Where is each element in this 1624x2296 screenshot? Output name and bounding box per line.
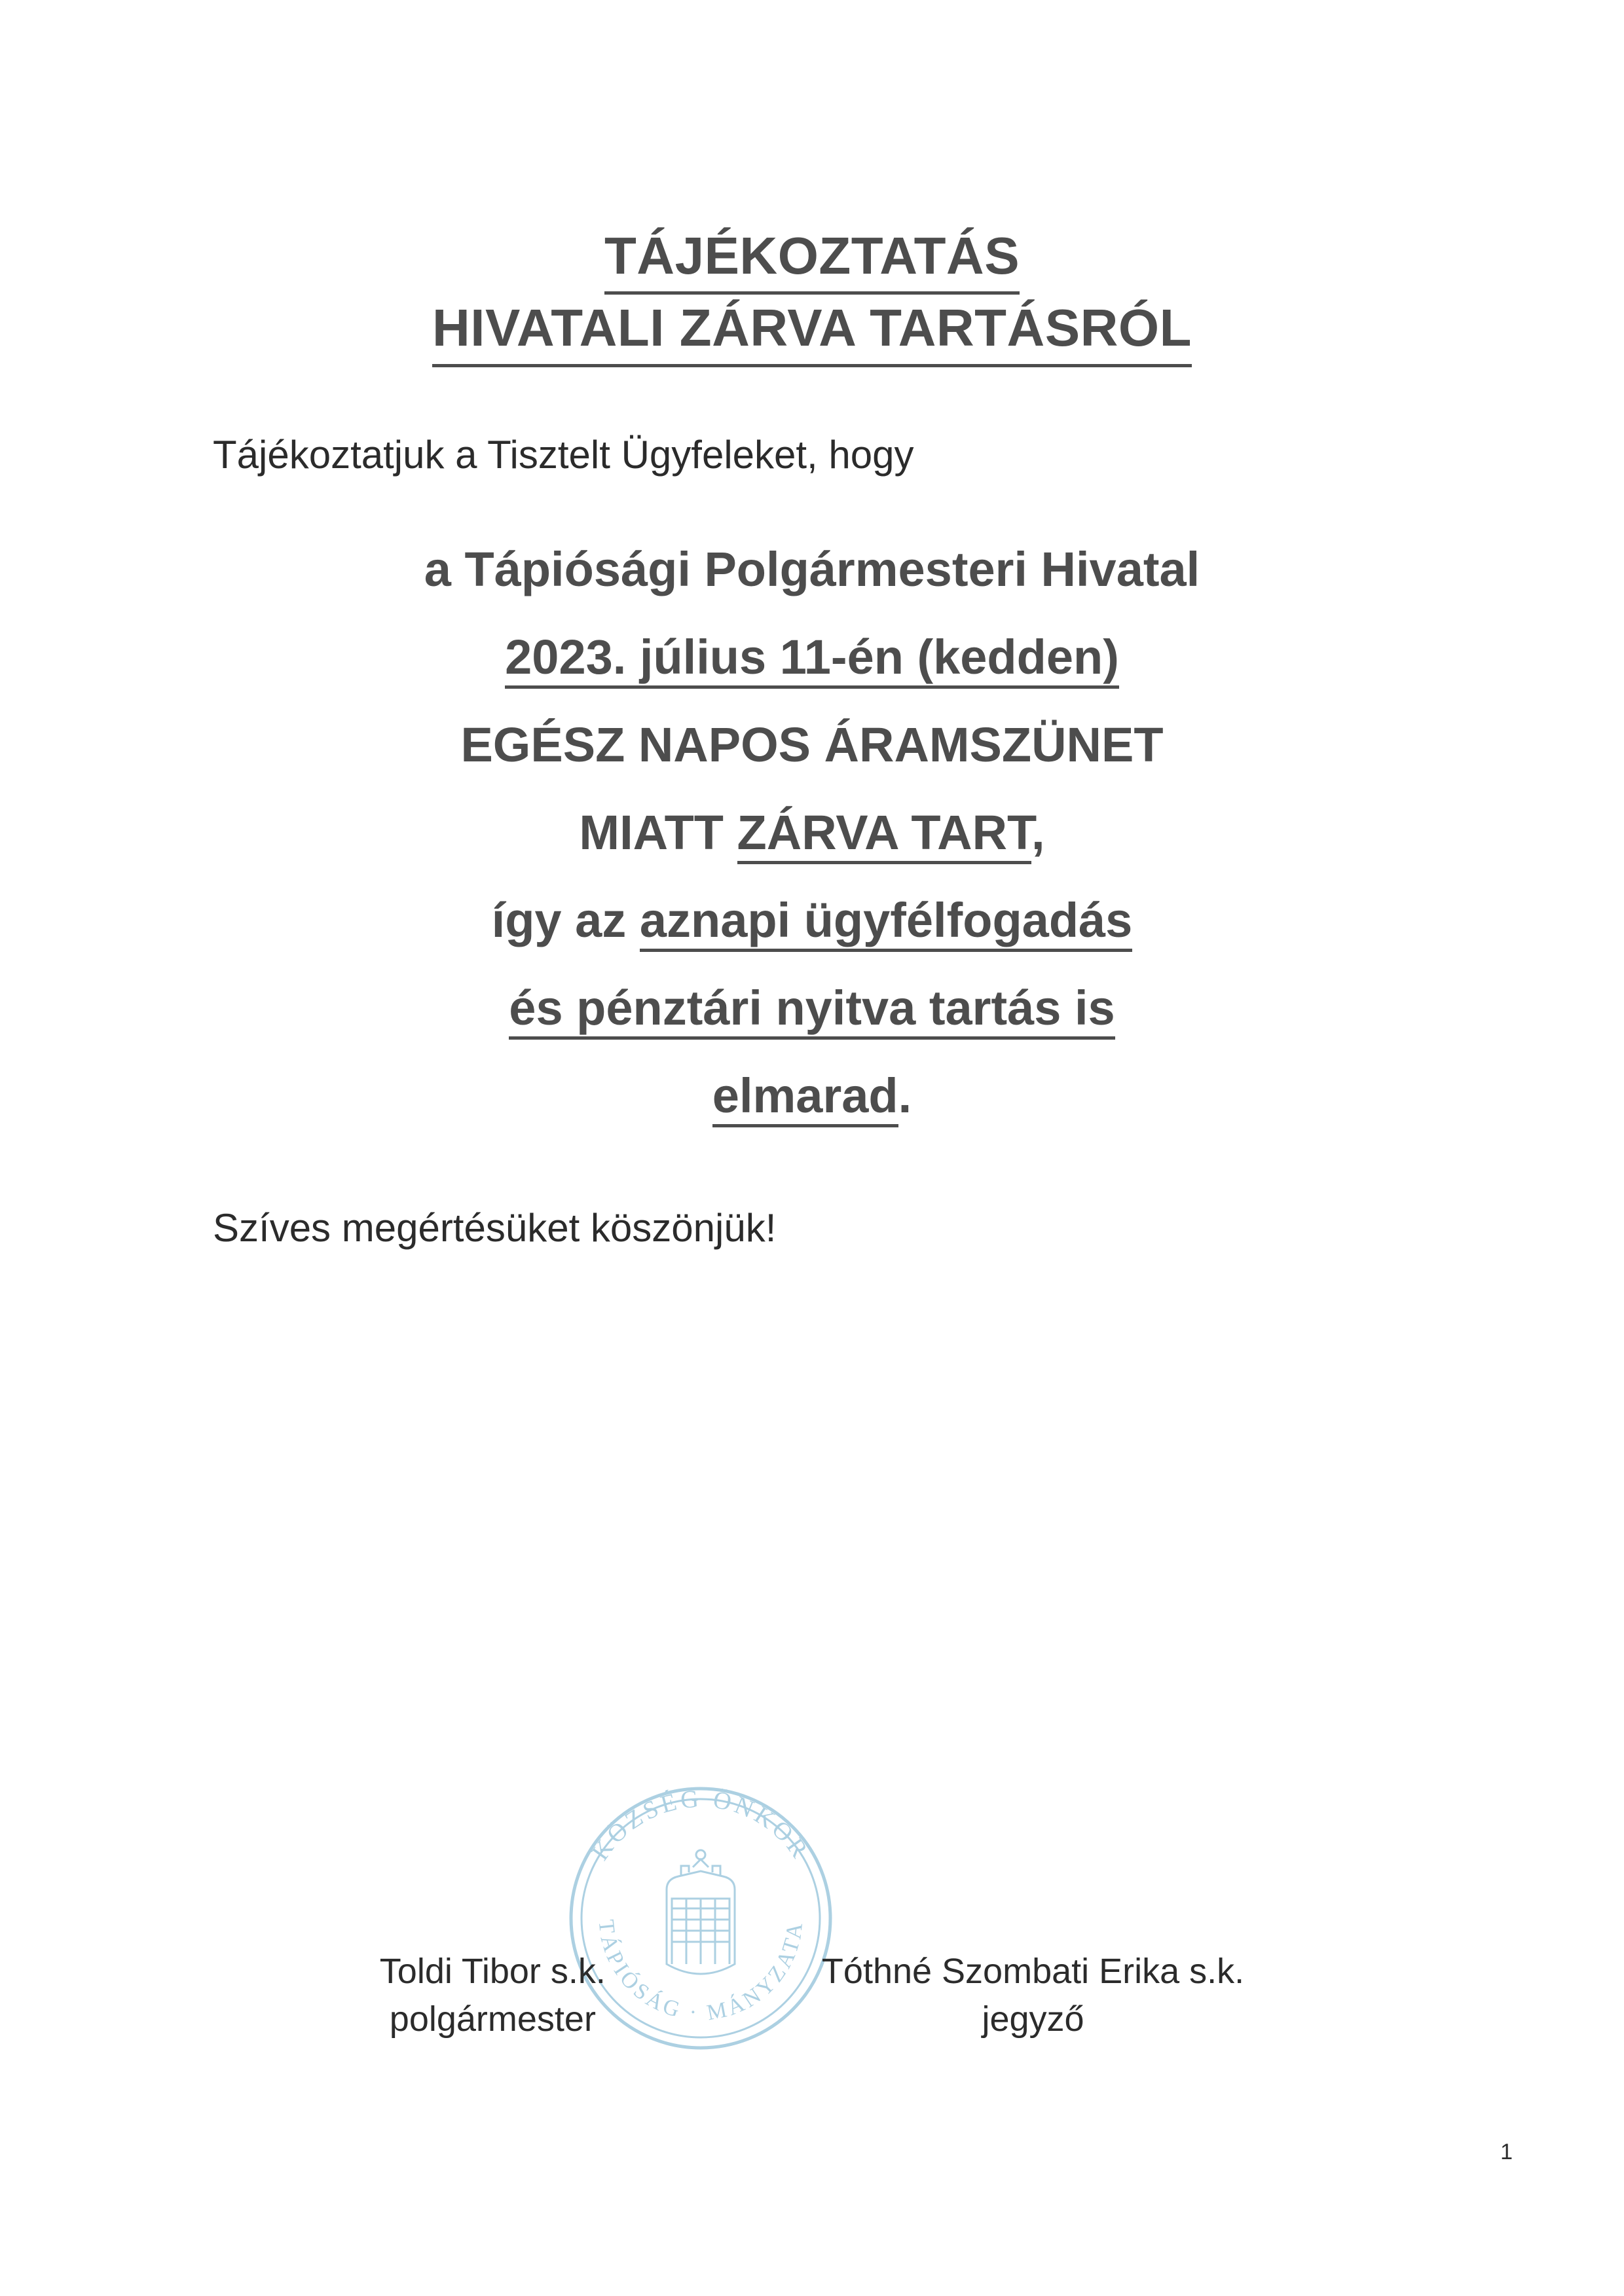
svg-text:KÖZSÉG ÖNKOR: KÖZSÉG ÖNKOR	[586, 1785, 815, 1866]
signature-clerk-name: Tóthné Szombati Erika s.k.	[821, 1952, 1245, 1991]
announcement-line-4-text-c: ,	[1031, 805, 1045, 860]
announcement-line-7	[0, 1068, 1624, 1123]
signature-row	[0, 1948, 1624, 2043]
signature-mayor	[380, 1948, 606, 2043]
announcement-line-6-text: és pénztári nyitva tartás is	[509, 981, 1115, 1040]
announcement-line-3	[0, 717, 1624, 772]
announcement-line-1	[0, 541, 1624, 596]
page-title	[0, 0, 1624, 367]
announcement-line-7-text-a: elmarad	[712, 1068, 898, 1127]
announcement-line-5	[0, 892, 1624, 947]
svg-text:TÁPIÓSÁG · MÁNYZATA: TÁPIÓSÁG · MÁNYZATA	[593, 1918, 808, 2026]
announcement-line-4-text-b: ZÁRVA TART	[737, 805, 1031, 864]
signature-clerk-role: jegyző	[982, 1999, 1084, 2039]
announcement-line-2	[0, 629, 1624, 684]
intro-paragraph: Tájékoztatjuk a Tisztelt Ügyfeleket, hogy	[213, 432, 914, 477]
signature-clerk	[822, 1948, 1244, 2043]
announcement-line-5-text-a: így az	[491, 892, 640, 947]
announcement-line-4	[0, 805, 1624, 860]
announcement-line-4-text-a: MIATT	[579, 805, 737, 860]
page-title-line-1: TÁJÉKOZTATÁS	[604, 223, 1020, 295]
page-title-line-2: HIVATALI ZÁRVA TARTÁSRÓL	[432, 295, 1192, 367]
announcement-line-2-text: 2023. július 11-én (kedden)	[505, 630, 1119, 689]
announcement-line-3-text: EGÉSZ NAPOS ÁRAMSZÜNET	[460, 717, 1164, 772]
signature-mayor-name: Toldi Tibor s.k.	[379, 1952, 606, 1991]
thanks-paragraph: Szíves megértésüket köszönjük!	[213, 1205, 777, 1250]
announcement-line-6	[0, 980, 1624, 1035]
announcement-block	[0, 483, 1624, 1123]
announcement-line-7-text-b: .	[898, 1068, 912, 1123]
page-number: 1	[1500, 2140, 1513, 2164]
announcement-line-1-text: a Tápiósági Polgármesteri Hivatal	[424, 541, 1200, 596]
signature-mayor-role: polgármester	[389, 1999, 596, 2039]
announcement-line-5-text-b: aznapi ügyfélfogadás	[640, 893, 1132, 952]
